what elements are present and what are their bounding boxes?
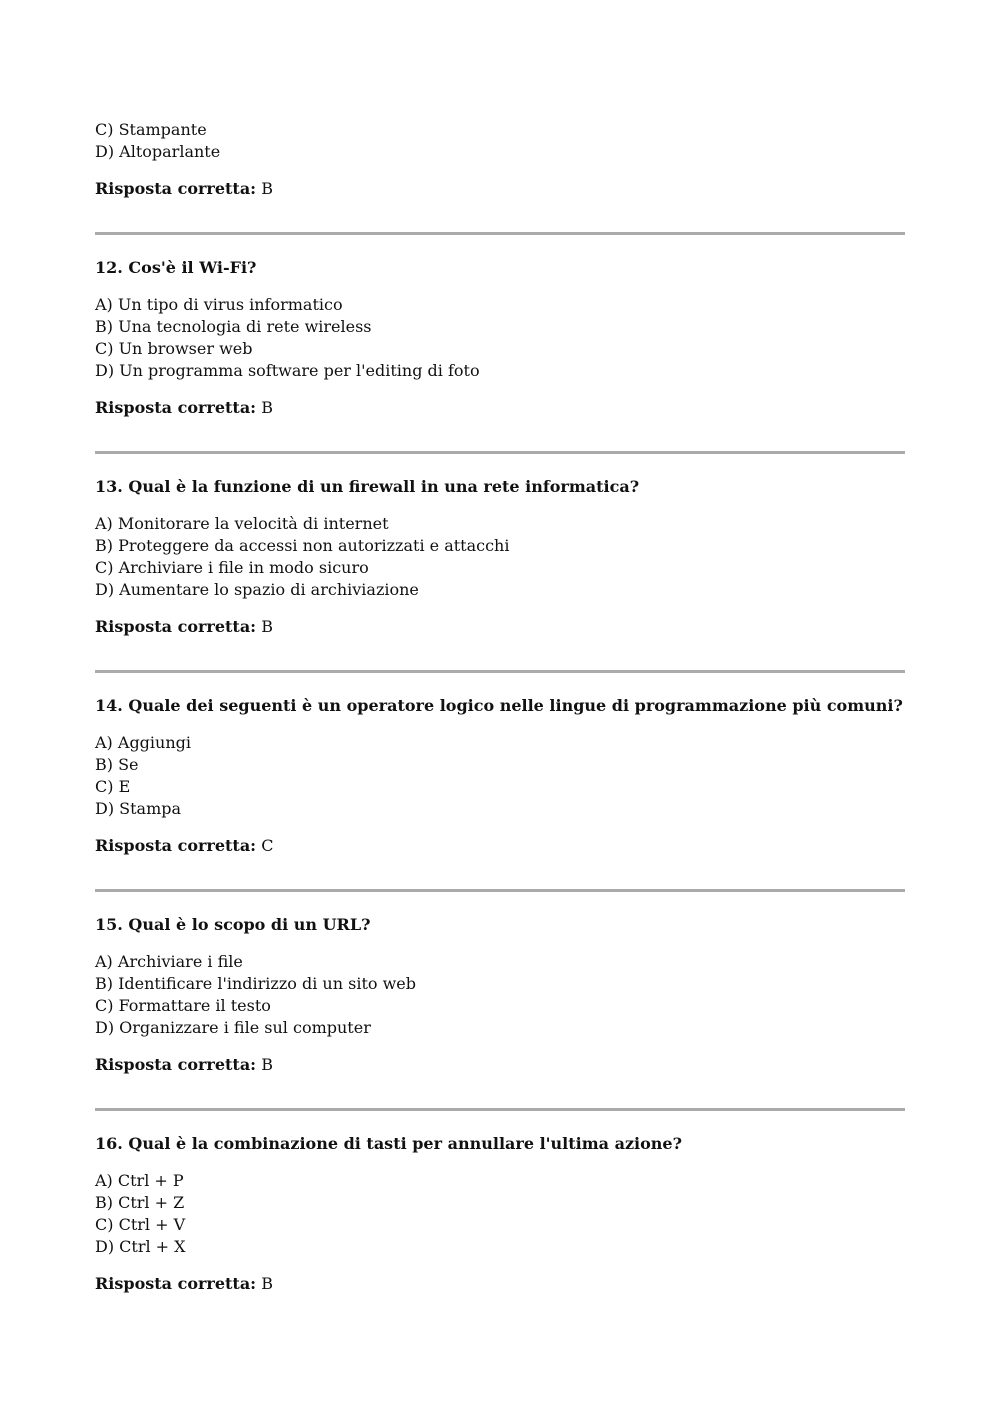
answer-value: B bbox=[261, 1274, 273, 1293]
option-d: D) Organizzare i file sul computer bbox=[95, 1018, 371, 1037]
question-title: 14. Quale dei seguenti è un operatore logico nelle lingue di programmazione più comuni? bbox=[95, 696, 903, 715]
divider bbox=[95, 670, 905, 673]
answer-label: Risposta corretta: bbox=[95, 617, 257, 636]
question-title: 15. Qual è lo scopo di un URL? bbox=[95, 915, 371, 934]
correct-answer bbox=[95, 1273, 905, 1295]
option-a: A) Ctrl + P bbox=[95, 1171, 184, 1190]
quiz-page bbox=[95, 119, 905, 1295]
answer-value: B bbox=[261, 398, 273, 417]
option-d: D) Un programma software per l'editing di foto bbox=[95, 361, 480, 380]
question-14 bbox=[95, 695, 905, 857]
option-c: C) Ctrl + V bbox=[95, 1215, 186, 1234]
question-15 bbox=[95, 914, 905, 1076]
correct-answer bbox=[95, 835, 905, 857]
answer-label: Risposta corretta: bbox=[95, 836, 257, 855]
option-a: A) Archiviare i file bbox=[95, 952, 243, 971]
correct-answer bbox=[95, 178, 905, 200]
divider bbox=[95, 232, 905, 235]
option-b: B) Se bbox=[95, 755, 139, 774]
option-b: B) Una tecnologia di rete wireless bbox=[95, 317, 372, 336]
option-a: A) Un tipo di virus informatico bbox=[95, 295, 343, 314]
question-title: 16. Qual è la combinazione di tasti per annullare l'ultima azione? bbox=[95, 1134, 682, 1153]
answer-label: Risposta corretta: bbox=[95, 1274, 257, 1293]
question-13 bbox=[95, 476, 905, 638]
divider bbox=[95, 889, 905, 892]
correct-answer bbox=[95, 1054, 905, 1076]
answer-value: B bbox=[261, 179, 273, 198]
question-12 bbox=[95, 257, 905, 419]
divider bbox=[95, 1108, 905, 1111]
answer-label: Risposta corretta: bbox=[95, 179, 257, 198]
answer-label: Risposta corretta: bbox=[95, 1055, 257, 1074]
answer-value: B bbox=[261, 1055, 273, 1074]
option-d: D) Altoparlante bbox=[95, 142, 221, 161]
correct-answer bbox=[95, 616, 905, 638]
divider bbox=[95, 451, 905, 454]
option-d: D) Ctrl + X bbox=[95, 1237, 186, 1256]
correct-answer bbox=[95, 397, 905, 419]
option-a: A) Monitorare la velocità di internet bbox=[95, 514, 389, 533]
answer-value: C bbox=[261, 836, 274, 855]
option-c: C) Archiviare i file in modo sicuro bbox=[95, 558, 369, 577]
option-c: C) Stampante bbox=[95, 120, 207, 139]
question-title: 13. Qual è la funzione di un firewall in una rete informatica? bbox=[95, 477, 640, 496]
answer-value: B bbox=[261, 617, 273, 636]
question-title: 12. Cos'è il Wi-Fi? bbox=[95, 258, 257, 277]
option-c: C) E bbox=[95, 777, 131, 796]
option-c: C) Formattare il testo bbox=[95, 996, 271, 1015]
option-b: B) Identificare l'indirizzo di un sito web bbox=[95, 974, 417, 993]
option-b: B) Ctrl + Z bbox=[95, 1193, 185, 1212]
option-c: C) Un browser web bbox=[95, 339, 253, 358]
question-16 bbox=[95, 1133, 905, 1295]
option-a: A) Aggiungi bbox=[95, 733, 192, 752]
option-b: B) Proteggere da accessi non autorizzati e attacchi bbox=[95, 536, 510, 555]
question-11-fragment bbox=[95, 119, 905, 200]
option-d: D) Stampa bbox=[95, 799, 182, 818]
answer-label: Risposta corretta: bbox=[95, 398, 257, 417]
option-d: D) Aumentare lo spazio di archiviazione bbox=[95, 580, 419, 599]
